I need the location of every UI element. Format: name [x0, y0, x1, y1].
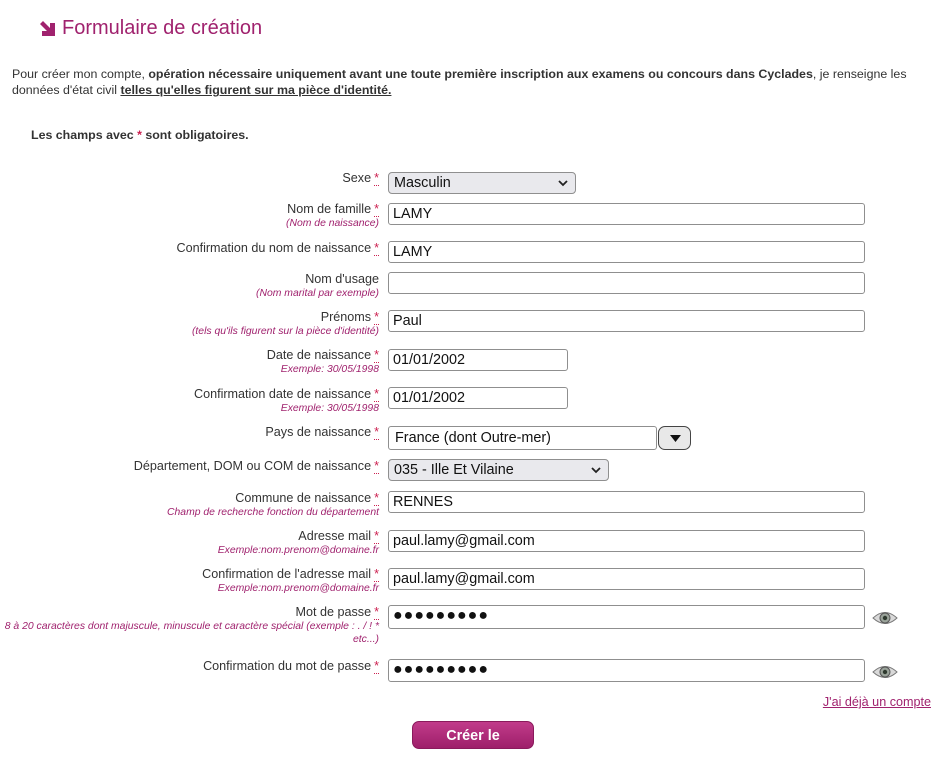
required-star: * [374, 241, 379, 255]
required-fields-note [31, 128, 249, 142]
label-sexe [342, 171, 379, 186]
page-title: Formulaire de création [62, 16, 263, 39]
label-text: Confirmation du mot de passe [203, 659, 372, 673]
sexe-selected-value: Masculin [394, 175, 451, 191]
hint-prenoms: (tels qu'ils figurent sur la pièce d'identité) [191, 326, 379, 337]
hint-confirm-email: Exemple:nom.prenom@domaine.fr [217, 583, 379, 594]
nom-usage-input[interactable] [388, 272, 865, 294]
label-nom-famille [286, 202, 379, 230]
confirm-date-input[interactable] [388, 387, 568, 409]
label-confirm-email [202, 567, 379, 595]
label-password [4, 605, 379, 646]
hint-password: 8 à 20 caractères dont majuscule, minuscule et caractère spécial (exemple : . / ! * etc...) [4, 621, 379, 645]
label-confirm-date [194, 387, 379, 415]
triangle-down-icon [670, 435, 681, 442]
nom-famille-input[interactable] [388, 203, 865, 225]
required-star: * [374, 171, 379, 185]
commune-input[interactable] [388, 491, 865, 513]
label-commune [167, 491, 379, 519]
required-star: * [374, 529, 379, 543]
label-text: Pays de naissance [265, 425, 372, 439]
required-star: * [374, 605, 379, 619]
label-text: Date de naissance [266, 348, 372, 362]
label-prenoms [192, 310, 379, 338]
hint-commune: Champ de recherche fonction du département [167, 507, 379, 518]
confirm-password-input[interactable] [388, 659, 865, 682]
pays-dropdown-button[interactable] [658, 426, 691, 450]
departement-selected-value: 035 - Ille Et Vilaine [394, 462, 514, 478]
label-text: Prénoms [320, 310, 372, 324]
required-star: * [374, 348, 379, 362]
required-star: * [374, 387, 379, 401]
intro-part3: , je renseigne les données d'état civil [12, 67, 907, 97]
label-confirm-password [203, 659, 379, 674]
required-star: * [374, 202, 379, 216]
hint-date-naissance: Exemple: 30/05/1998 [280, 364, 379, 375]
label-date-naissance [267, 348, 379, 376]
label-text: Commune de naissance [235, 491, 372, 505]
required-star: * [374, 425, 379, 439]
prenoms-input[interactable] [388, 310, 865, 332]
label-email [218, 529, 379, 557]
required-star: * [374, 659, 379, 673]
password-masked-value: ●●●●●●●●● [393, 607, 489, 624]
chevron-down-icon [590, 463, 602, 477]
required-note-suffix: sont obligatoires. [141, 128, 249, 142]
intro-part1: Pour créer mon compte, [12, 67, 149, 81]
label-pays [265, 425, 379, 440]
confirm-nom-input[interactable] [388, 241, 865, 263]
page-header [38, 14, 262, 42]
password-input[interactable] [388, 605, 865, 629]
label-text: Mot de passe [295, 605, 372, 619]
hint-confirm-date: Exemple: 30/05/1998 [280, 403, 379, 414]
hint-email: Exemple:nom.prenom@domaine.fr [217, 545, 379, 556]
pays-input[interactable] [388, 426, 657, 450]
label-text: Confirmation du nom de naissance [176, 241, 372, 255]
label-nom-usage [256, 272, 379, 300]
confirm-password-masked-value: ●●●●●●●●● [393, 661, 489, 678]
confirm-email-input[interactable] [388, 568, 865, 590]
departement-select[interactable] [388, 459, 609, 481]
intro-part4: telles qu'elles figurent sur ma pièce d'identité. [120, 83, 392, 97]
required-star: * [137, 128, 142, 142]
label-text: Confirmation de l'adresse mail [202, 567, 372, 581]
required-star: * [374, 491, 379, 505]
already-have-account-link[interactable]: J'ai déjà un compte [822, 695, 931, 709]
intro-part2: opération nécessaire uniquement avant une toute première inscription aux examens ou concours dans Cyclades [148, 67, 813, 81]
intro-text [12, 66, 917, 98]
label-text: Nom d'usage [305, 272, 379, 286]
chevron-down-icon [557, 176, 569, 190]
eye-icon[interactable] [872, 609, 898, 627]
label-text: Sexe [342, 171, 372, 185]
create-account-button[interactable]: Créer le compte [412, 721, 534, 749]
eye-icon[interactable] [872, 663, 898, 681]
required-star: * [374, 310, 379, 324]
required-note-prefix: Les champs avec [31, 128, 138, 142]
required-star: * [374, 459, 379, 473]
label-text: Département, DOM ou COM de naissance [133, 459, 372, 473]
label-text: Nom de famille [287, 202, 372, 216]
label-departement [134, 459, 379, 474]
hint-nom-famille: (Nom de naissance) [286, 218, 379, 229]
required-star: * [374, 567, 379, 581]
date-naissance-input[interactable] [388, 349, 568, 371]
pays-value: France (dont Outre-mer) [395, 430, 551, 446]
label-text: Adresse mail [298, 529, 372, 543]
email-input[interactable] [388, 530, 865, 552]
sexe-select[interactable] [388, 172, 576, 194]
hint-nom-usage: (Nom marital par exemple) [256, 288, 379, 299]
arrow-down-right-icon [38, 19, 57, 38]
label-confirm-nom [176, 241, 379, 256]
label-text: Confirmation date de naissance [193, 387, 372, 401]
